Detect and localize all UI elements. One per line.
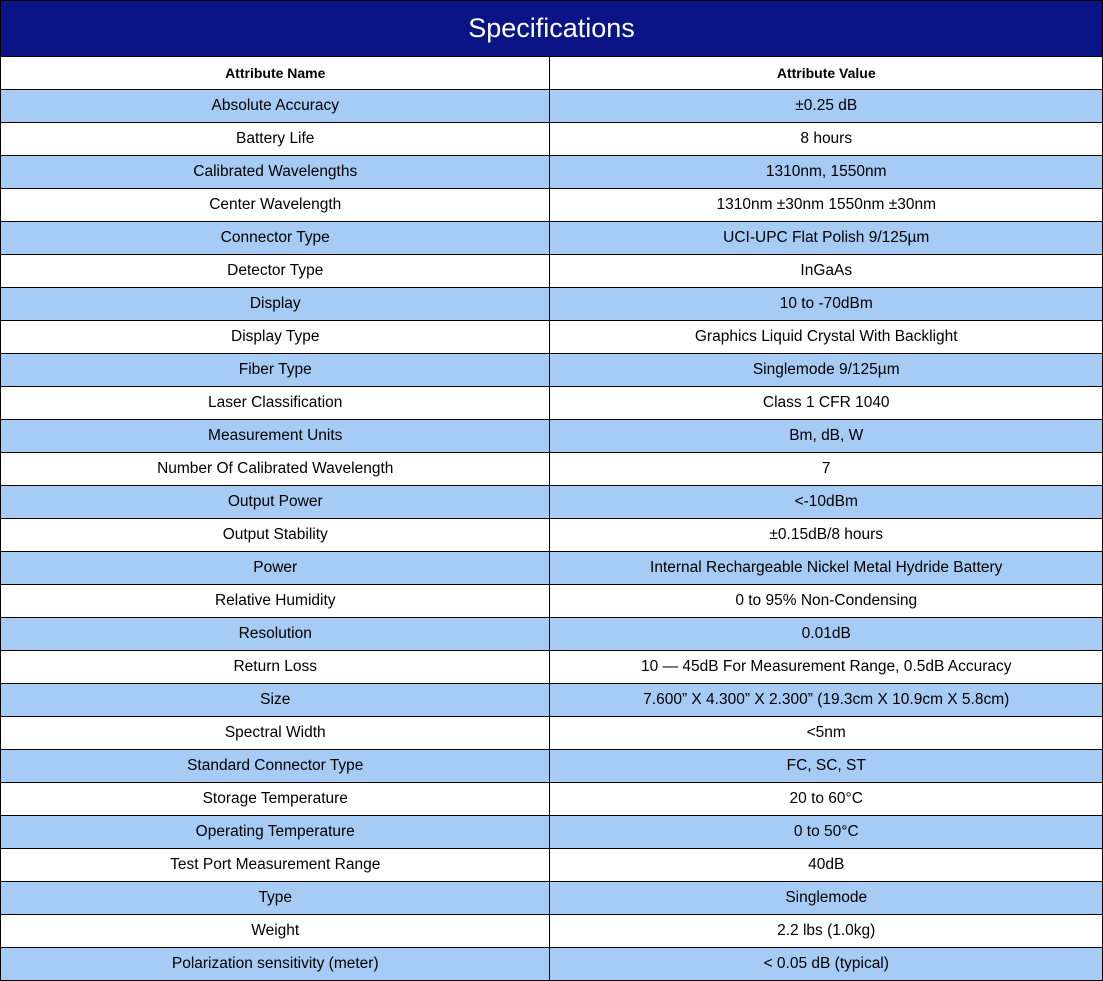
attribute-value-cell: Singlemode bbox=[550, 882, 1103, 915]
attribute-name-cell: Number Of Calibrated Wavelength bbox=[1, 453, 550, 486]
attribute-name-cell: Test Port Measurement Range bbox=[1, 849, 550, 882]
table-row bbox=[1, 849, 1103, 882]
attribute-name-cell: Weight bbox=[1, 915, 550, 948]
table-row bbox=[1, 123, 1103, 156]
table-row bbox=[1, 486, 1103, 519]
attribute-value-cell: ±0.25 dB bbox=[550, 90, 1103, 123]
attribute-value-cell: Class 1 CFR 1040 bbox=[550, 387, 1103, 420]
attribute-name-cell: Type bbox=[1, 882, 550, 915]
attribute-value-cell: ±0.15dB/8 hours bbox=[550, 519, 1103, 552]
attribute-value-cell: 0.01dB bbox=[550, 618, 1103, 651]
attribute-name-cell: Display bbox=[1, 288, 550, 321]
column-header-attribute-name: Attribute Name bbox=[1, 57, 550, 90]
attribute-value-cell: < 0.05 dB (typical) bbox=[550, 948, 1103, 981]
attribute-value-cell: InGaAs bbox=[550, 255, 1103, 288]
table-row bbox=[1, 684, 1103, 717]
attribute-value-cell: 40dB bbox=[550, 849, 1103, 882]
attribute-name-cell: Output Stability bbox=[1, 519, 550, 552]
attribute-value-cell: UCI-UPC Flat Polish 9/125µm bbox=[550, 222, 1103, 255]
table-title: Specifications bbox=[1, 1, 1103, 57]
attribute-value-cell: Bm, dB, W bbox=[550, 420, 1103, 453]
attribute-value-cell: 10 — 45dB For Measurement Range, 0.5dB Accuracy bbox=[550, 651, 1103, 684]
attribute-name-cell: Battery Life bbox=[1, 123, 550, 156]
table-row bbox=[1, 882, 1103, 915]
attribute-name-cell: Detector Type bbox=[1, 255, 550, 288]
attribute-value-cell: 7 bbox=[550, 453, 1103, 486]
attribute-name-cell: Polarization sensitivity (meter) bbox=[1, 948, 550, 981]
attribute-value-cell: 2.2 lbs (1.0kg) bbox=[550, 915, 1103, 948]
table-row bbox=[1, 585, 1103, 618]
table-row bbox=[1, 90, 1103, 123]
attribute-name-cell: Return Loss bbox=[1, 651, 550, 684]
table-row bbox=[1, 915, 1103, 948]
attribute-value-cell: 0 to 50°C bbox=[550, 816, 1103, 849]
attribute-value-cell: <-10dBm bbox=[550, 486, 1103, 519]
attribute-name-cell: Display Type bbox=[1, 321, 550, 354]
attribute-name-cell: Center Wavelength bbox=[1, 189, 550, 222]
table-row bbox=[1, 453, 1103, 486]
table-row bbox=[1, 948, 1103, 981]
attribute-name-cell: Laser Classification bbox=[1, 387, 550, 420]
table-row bbox=[1, 354, 1103, 387]
attribute-value-cell: Internal Rechargeable Nickel Metal Hydride Battery bbox=[550, 552, 1103, 585]
table-row bbox=[1, 717, 1103, 750]
table-row bbox=[1, 321, 1103, 354]
attribute-value-cell: 10 to -70dBm bbox=[550, 288, 1103, 321]
title-row bbox=[1, 1, 1103, 57]
table-row bbox=[1, 618, 1103, 651]
table-row bbox=[1, 222, 1103, 255]
table-row bbox=[1, 387, 1103, 420]
attribute-value-cell: 0 to 95% Non-Condensing bbox=[550, 585, 1103, 618]
attribute-name-cell: Connector Type bbox=[1, 222, 550, 255]
attribute-value-cell: FC, SC, ST bbox=[550, 750, 1103, 783]
table-row bbox=[1, 255, 1103, 288]
attribute-name-cell: Output Power bbox=[1, 486, 550, 519]
attribute-name-cell: Resolution bbox=[1, 618, 550, 651]
attribute-value-cell: 20 to 60°C bbox=[550, 783, 1103, 816]
attribute-name-cell: Power bbox=[1, 552, 550, 585]
table-row bbox=[1, 156, 1103, 189]
column-header-attribute-value: Attribute Value bbox=[550, 57, 1103, 90]
attribute-value-cell: 1310nm ±30nm 1550nm ±30nm bbox=[550, 189, 1103, 222]
attribute-name-cell: Operating Temperature bbox=[1, 816, 550, 849]
attribute-value-cell: 1310nm, 1550nm bbox=[550, 156, 1103, 189]
attribute-name-cell: Absolute Accuracy bbox=[1, 90, 550, 123]
table-row bbox=[1, 288, 1103, 321]
table-row bbox=[1, 783, 1103, 816]
attribute-name-cell: Fiber Type bbox=[1, 354, 550, 387]
specifications-body bbox=[1, 90, 1103, 981]
table-row bbox=[1, 651, 1103, 684]
attribute-name-cell: Relative Humidity bbox=[1, 585, 550, 618]
table-row bbox=[1, 519, 1103, 552]
table-row bbox=[1, 420, 1103, 453]
table-row bbox=[1, 750, 1103, 783]
header-row bbox=[1, 57, 1103, 90]
attribute-value-cell: Graphics Liquid Crystal With Backlight bbox=[550, 321, 1103, 354]
attribute-name-cell: Calibrated Wavelengths bbox=[1, 156, 550, 189]
attribute-name-cell: Spectral Width bbox=[1, 717, 550, 750]
table-row bbox=[1, 189, 1103, 222]
table-row bbox=[1, 816, 1103, 849]
table-row bbox=[1, 552, 1103, 585]
attribute-name-cell: Standard Connector Type bbox=[1, 750, 550, 783]
attribute-value-cell: 8 hours bbox=[550, 123, 1103, 156]
attribute-value-cell: Singlemode 9/125µm bbox=[550, 354, 1103, 387]
attribute-name-cell: Size bbox=[1, 684, 550, 717]
attribute-value-cell: 7.600” X 4.300” X 2.300” (19.3cm X 10.9cm X 5.8cm) bbox=[550, 684, 1103, 717]
attribute-name-cell: Measurement Units bbox=[1, 420, 550, 453]
attribute-value-cell: <5nm bbox=[550, 717, 1103, 750]
attribute-name-cell: Storage Temperature bbox=[1, 783, 550, 816]
